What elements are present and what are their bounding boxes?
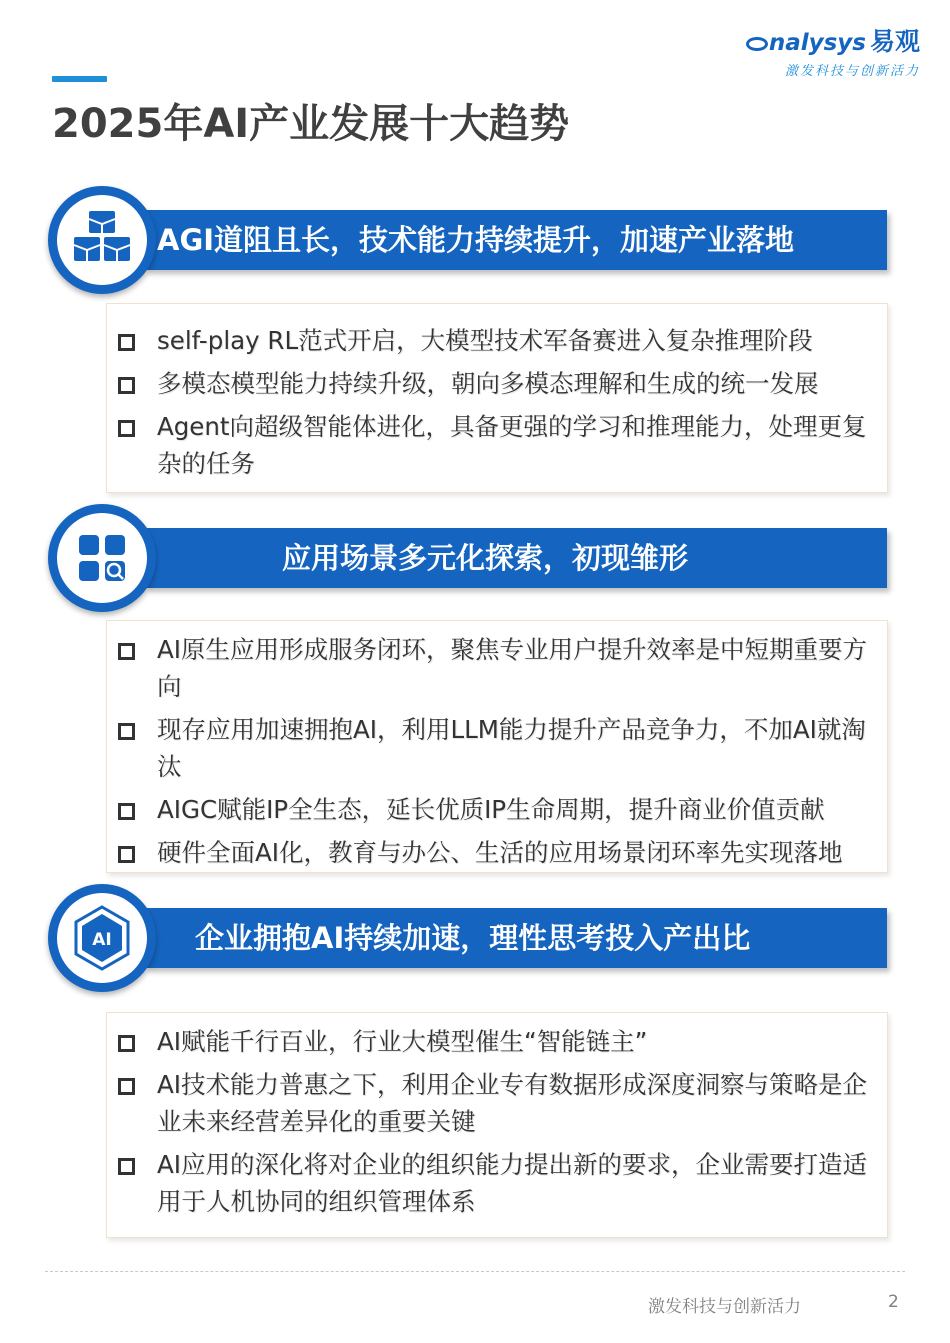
section-1-card — [106, 303, 888, 493]
square-bullet-icon — [118, 1158, 135, 1175]
list-item: AI技术能力普惠之下，利用企业专有数据形成深度洞察与策略是企业未来经营差异化的重要关键 — [107, 1066, 887, 1140]
footer-slogan: 激发科技与创新活力 — [648, 1297, 801, 1317]
logo-o-mark — [746, 37, 768, 51]
list-item: Agent向超级智能体进化，具备更强的学习和推理能力，处理更复杂的任务 — [107, 408, 887, 482]
list-item: AI应用的深化将对企业的组织能力提出新的要求，企业需要打造适用于人机协同的组织管理体系 — [107, 1146, 887, 1220]
list-item: AIGC赋能IP全生态，延长优质IP生命周期，提升商业价值贡献 — [107, 791, 887, 828]
analysys-logo — [720, 22, 920, 82]
square-bullet-icon — [118, 420, 135, 437]
section-3-badge — [48, 884, 156, 992]
list-item: 多模态模型能力持续升级，朝向多模态理解和生成的统一发展 — [107, 365, 887, 402]
section-2-heading: 应用场景多元化探索，初现雏形 — [282, 541, 689, 575]
list-item: self-play RL范式开启，大模型技术军备赛进入复杂推理阶段 — [107, 322, 887, 359]
square-bullet-icon — [118, 643, 135, 660]
section-2-card — [106, 620, 888, 873]
section-1-heading-bar — [145, 210, 887, 270]
list-item: AI赋能千行百业，行业大模型催生“智能链主” — [107, 1023, 887, 1060]
section-1-heading: AGI道阻且长，技术能力持续提升，加速产业落地 — [157, 223, 795, 257]
cubes-icon — [57, 195, 147, 285]
footer-divider — [45, 1271, 905, 1272]
logo-brand-cn: 易观 — [869, 27, 920, 56]
list-item: AI原生应用形成服务闭环，聚焦专业用户提升效率是中短期重要方向 — [107, 631, 887, 705]
square-bullet-icon — [118, 846, 135, 863]
square-bullet-icon — [118, 1035, 135, 1052]
logo-brand-latin: nalysys — [768, 30, 866, 56]
list-item: 现存应用加速拥抱AI，利用LLM能力提升产品竞争力，不加AI就淘汰 — [107, 711, 887, 785]
page-title: 2025年AI产业发展十大趋势 — [52, 101, 570, 147]
square-bullet-icon — [118, 334, 135, 351]
square-bullet-icon — [118, 377, 135, 394]
square-bullet-icon — [118, 803, 135, 820]
section-2-heading-bar — [145, 528, 887, 588]
ai-chip-icon — [57, 893, 147, 983]
title-accent-bar — [52, 76, 107, 82]
logo-wordmark — [746, 22, 920, 58]
logo-slogan: 激发科技与创新活力 — [784, 64, 920, 79]
svg-text:AI: AI — [92, 930, 112, 950]
square-bullet-icon — [118, 1078, 135, 1095]
section-2-badge — [48, 504, 156, 612]
apps-search-icon — [57, 513, 147, 603]
square-bullet-icon — [118, 723, 135, 740]
section-1-badge — [48, 186, 156, 294]
section-3-heading: 企业拥抱AI持续加速，理性思考投入产出比 — [195, 921, 751, 955]
page-number: 2 — [888, 1292, 899, 1312]
section-3-card — [106, 1012, 888, 1238]
list-item: 硬件全面AI化，教育与办公、生活的应用场景闭环率先实现落地 — [107, 834, 887, 871]
section-3-heading-bar — [145, 908, 887, 968]
